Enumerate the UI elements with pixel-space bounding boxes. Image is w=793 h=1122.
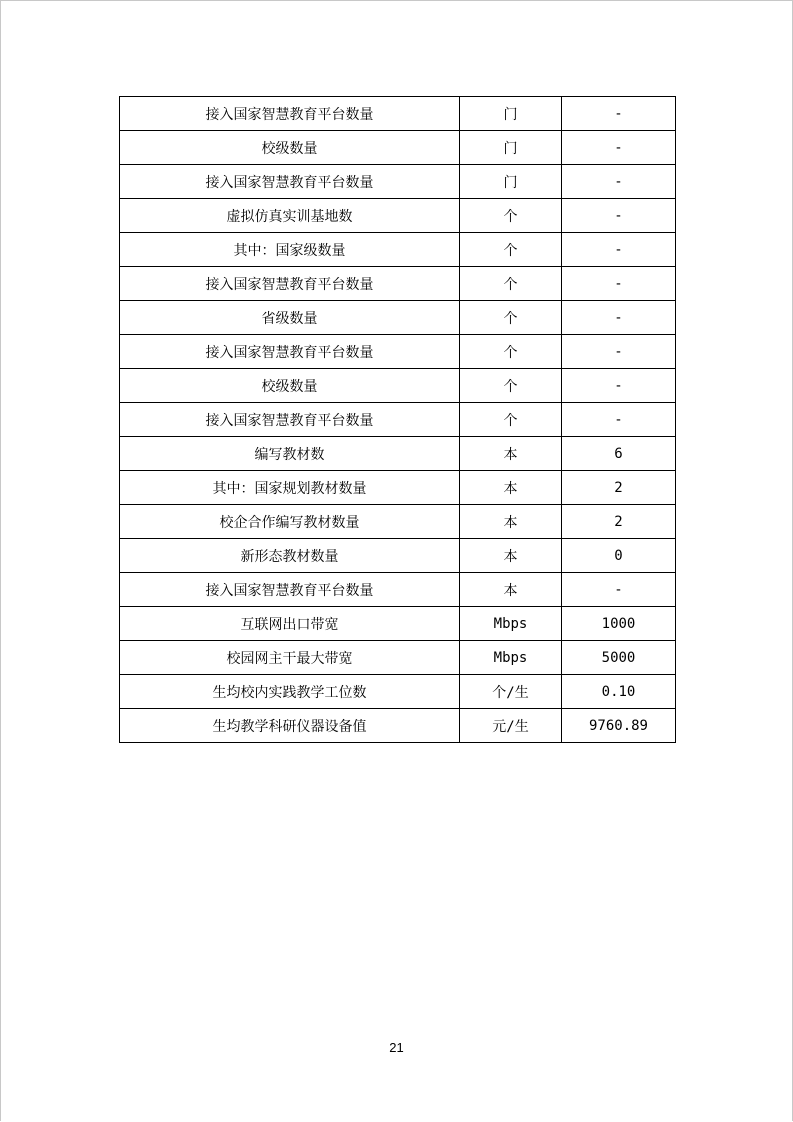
unit-cell: 个 <box>460 267 562 301</box>
indicator-name-cell: 接入国家智慧教育平台数量 <box>120 403 460 437</box>
unit-cell: 个 <box>460 335 562 369</box>
table-row <box>120 165 676 199</box>
table-row <box>120 675 676 709</box>
indicator-name-cell: 接入国家智慧教育平台数量 <box>120 97 460 131</box>
value-cell: - <box>562 369 676 403</box>
table-row <box>120 301 676 335</box>
value-cell: - <box>562 335 676 369</box>
indicator-name-cell: 校企合作编写教材数量 <box>120 505 460 539</box>
page-number: 21 <box>389 1040 404 1055</box>
indicator-name-cell: 接入国家智慧教育平台数量 <box>120 573 460 607</box>
statistics-table <box>119 96 676 743</box>
indicator-name-cell: 省级数量 <box>120 301 460 335</box>
value-cell: - <box>562 131 676 165</box>
indicator-name-cell: 校园网主干最大带宽 <box>120 641 460 675</box>
table-row <box>120 437 676 471</box>
value-cell: 2 <box>562 505 676 539</box>
table-row <box>120 607 676 641</box>
table-row <box>120 709 676 743</box>
table-body <box>120 97 676 743</box>
indicator-name-cell: 校级数量 <box>120 369 460 403</box>
value-cell: - <box>562 301 676 335</box>
value-cell: - <box>562 267 676 301</box>
indicator-name-cell: 其中：国家级数量 <box>120 233 460 267</box>
unit-cell: Mbps <box>460 607 562 641</box>
unit-cell: 本 <box>460 573 562 607</box>
indicator-name-cell: 接入国家智慧教育平台数量 <box>120 335 460 369</box>
value-cell: 6 <box>562 437 676 471</box>
table-row <box>120 97 676 131</box>
table-row <box>120 641 676 675</box>
unit-cell: 门 <box>460 131 562 165</box>
value-cell: 5000 <box>562 641 676 675</box>
indicator-name-cell: 校级数量 <box>120 131 460 165</box>
table-row <box>120 233 676 267</box>
table-row <box>120 199 676 233</box>
unit-cell: 元/生 <box>460 709 562 743</box>
unit-cell: 门 <box>460 97 562 131</box>
unit-cell: 本 <box>460 471 562 505</box>
value-cell: 0 <box>562 539 676 573</box>
table-row <box>120 369 676 403</box>
indicator-name-cell: 接入国家智慧教育平台数量 <box>120 267 460 301</box>
value-cell: 1000 <box>562 607 676 641</box>
unit-cell: 个 <box>460 301 562 335</box>
unit-cell: 个 <box>460 369 562 403</box>
indicator-name-cell: 接入国家智慧教育平台数量 <box>120 165 460 199</box>
value-cell: - <box>562 97 676 131</box>
table-row <box>120 335 676 369</box>
table-row <box>120 539 676 573</box>
table-row <box>120 471 676 505</box>
unit-cell: 本 <box>460 505 562 539</box>
unit-cell: 门 <box>460 165 562 199</box>
value-cell: - <box>562 403 676 437</box>
unit-cell: 本 <box>460 437 562 471</box>
value-cell: 0.10 <box>562 675 676 709</box>
table-row <box>120 131 676 165</box>
value-cell: - <box>562 573 676 607</box>
indicator-name-cell: 生均教学科研仪器设备值 <box>120 709 460 743</box>
indicator-name-cell: 其中：国家规划教材数量 <box>120 471 460 505</box>
value-cell: - <box>562 165 676 199</box>
table-row <box>120 267 676 301</box>
unit-cell: 本 <box>460 539 562 573</box>
table-row <box>120 505 676 539</box>
value-cell: - <box>562 233 676 267</box>
value-cell: 2 <box>562 471 676 505</box>
value-cell: 9760.89 <box>562 709 676 743</box>
indicator-name-cell: 新形态教材数量 <box>120 539 460 573</box>
indicator-name-cell: 互联网出口带宽 <box>120 607 460 641</box>
indicator-name-cell: 编写教材数 <box>120 437 460 471</box>
unit-cell: 个/生 <box>460 675 562 709</box>
unit-cell: 个 <box>460 233 562 267</box>
unit-cell: 个 <box>460 403 562 437</box>
table-row <box>120 403 676 437</box>
table-row <box>120 573 676 607</box>
indicator-name-cell: 生均校内实践教学工位数 <box>120 675 460 709</box>
unit-cell: 个 <box>460 199 562 233</box>
value-cell: - <box>562 199 676 233</box>
indicator-name-cell: 虚拟仿真实训基地数 <box>120 199 460 233</box>
unit-cell: Mbps <box>460 641 562 675</box>
